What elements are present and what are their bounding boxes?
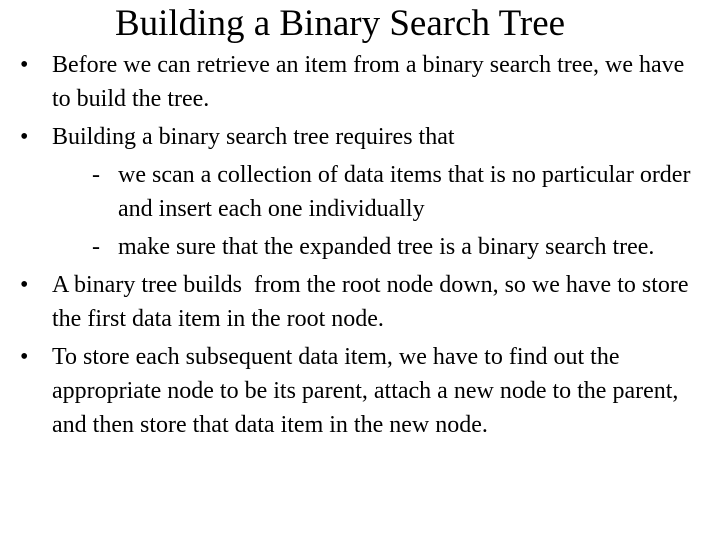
bullet-marker: • — [20, 272, 29, 298]
sub-bullet-text: we scan a collection of data items that is no particular order and insert each one individually — [118, 162, 691, 222]
bullet-item — [20, 340, 696, 442]
bullet-list — [0, 48, 720, 446]
bullet-text: Building a binary search tree requires that — [52, 124, 455, 150]
bullet-item — [20, 48, 696, 116]
bullet-item — [20, 268, 696, 336]
bullet-marker: • — [20, 124, 29, 150]
sub-bullet-item — [92, 230, 696, 264]
bullet-text: To store each subsequent data item, we have to find out the appropriate node to be its parent, attach a new node to the parent, and then store that data item in the new node. — [52, 344, 679, 438]
sub-bullet-text: make sure that the expanded tree is a binary search tree. — [118, 234, 655, 260]
bullet-marker: • — [20, 52, 29, 78]
sub-bullet-item — [92, 158, 696, 226]
bullet-item — [20, 120, 696, 154]
bullet-text: A binary tree builds from the root node down, so we have to store the first data item in the root node. — [52, 272, 695, 332]
sub-bullet-marker: - — [92, 234, 100, 260]
slide-title: Building a Binary Search Tree — [114, 3, 566, 44]
sub-bullet-marker: - — [92, 162, 100, 188]
bullet-marker: • — [20, 344, 29, 370]
bullet-text: Before we can retrieve an item from a binary search tree, we have to build the tree. — [52, 52, 685, 112]
